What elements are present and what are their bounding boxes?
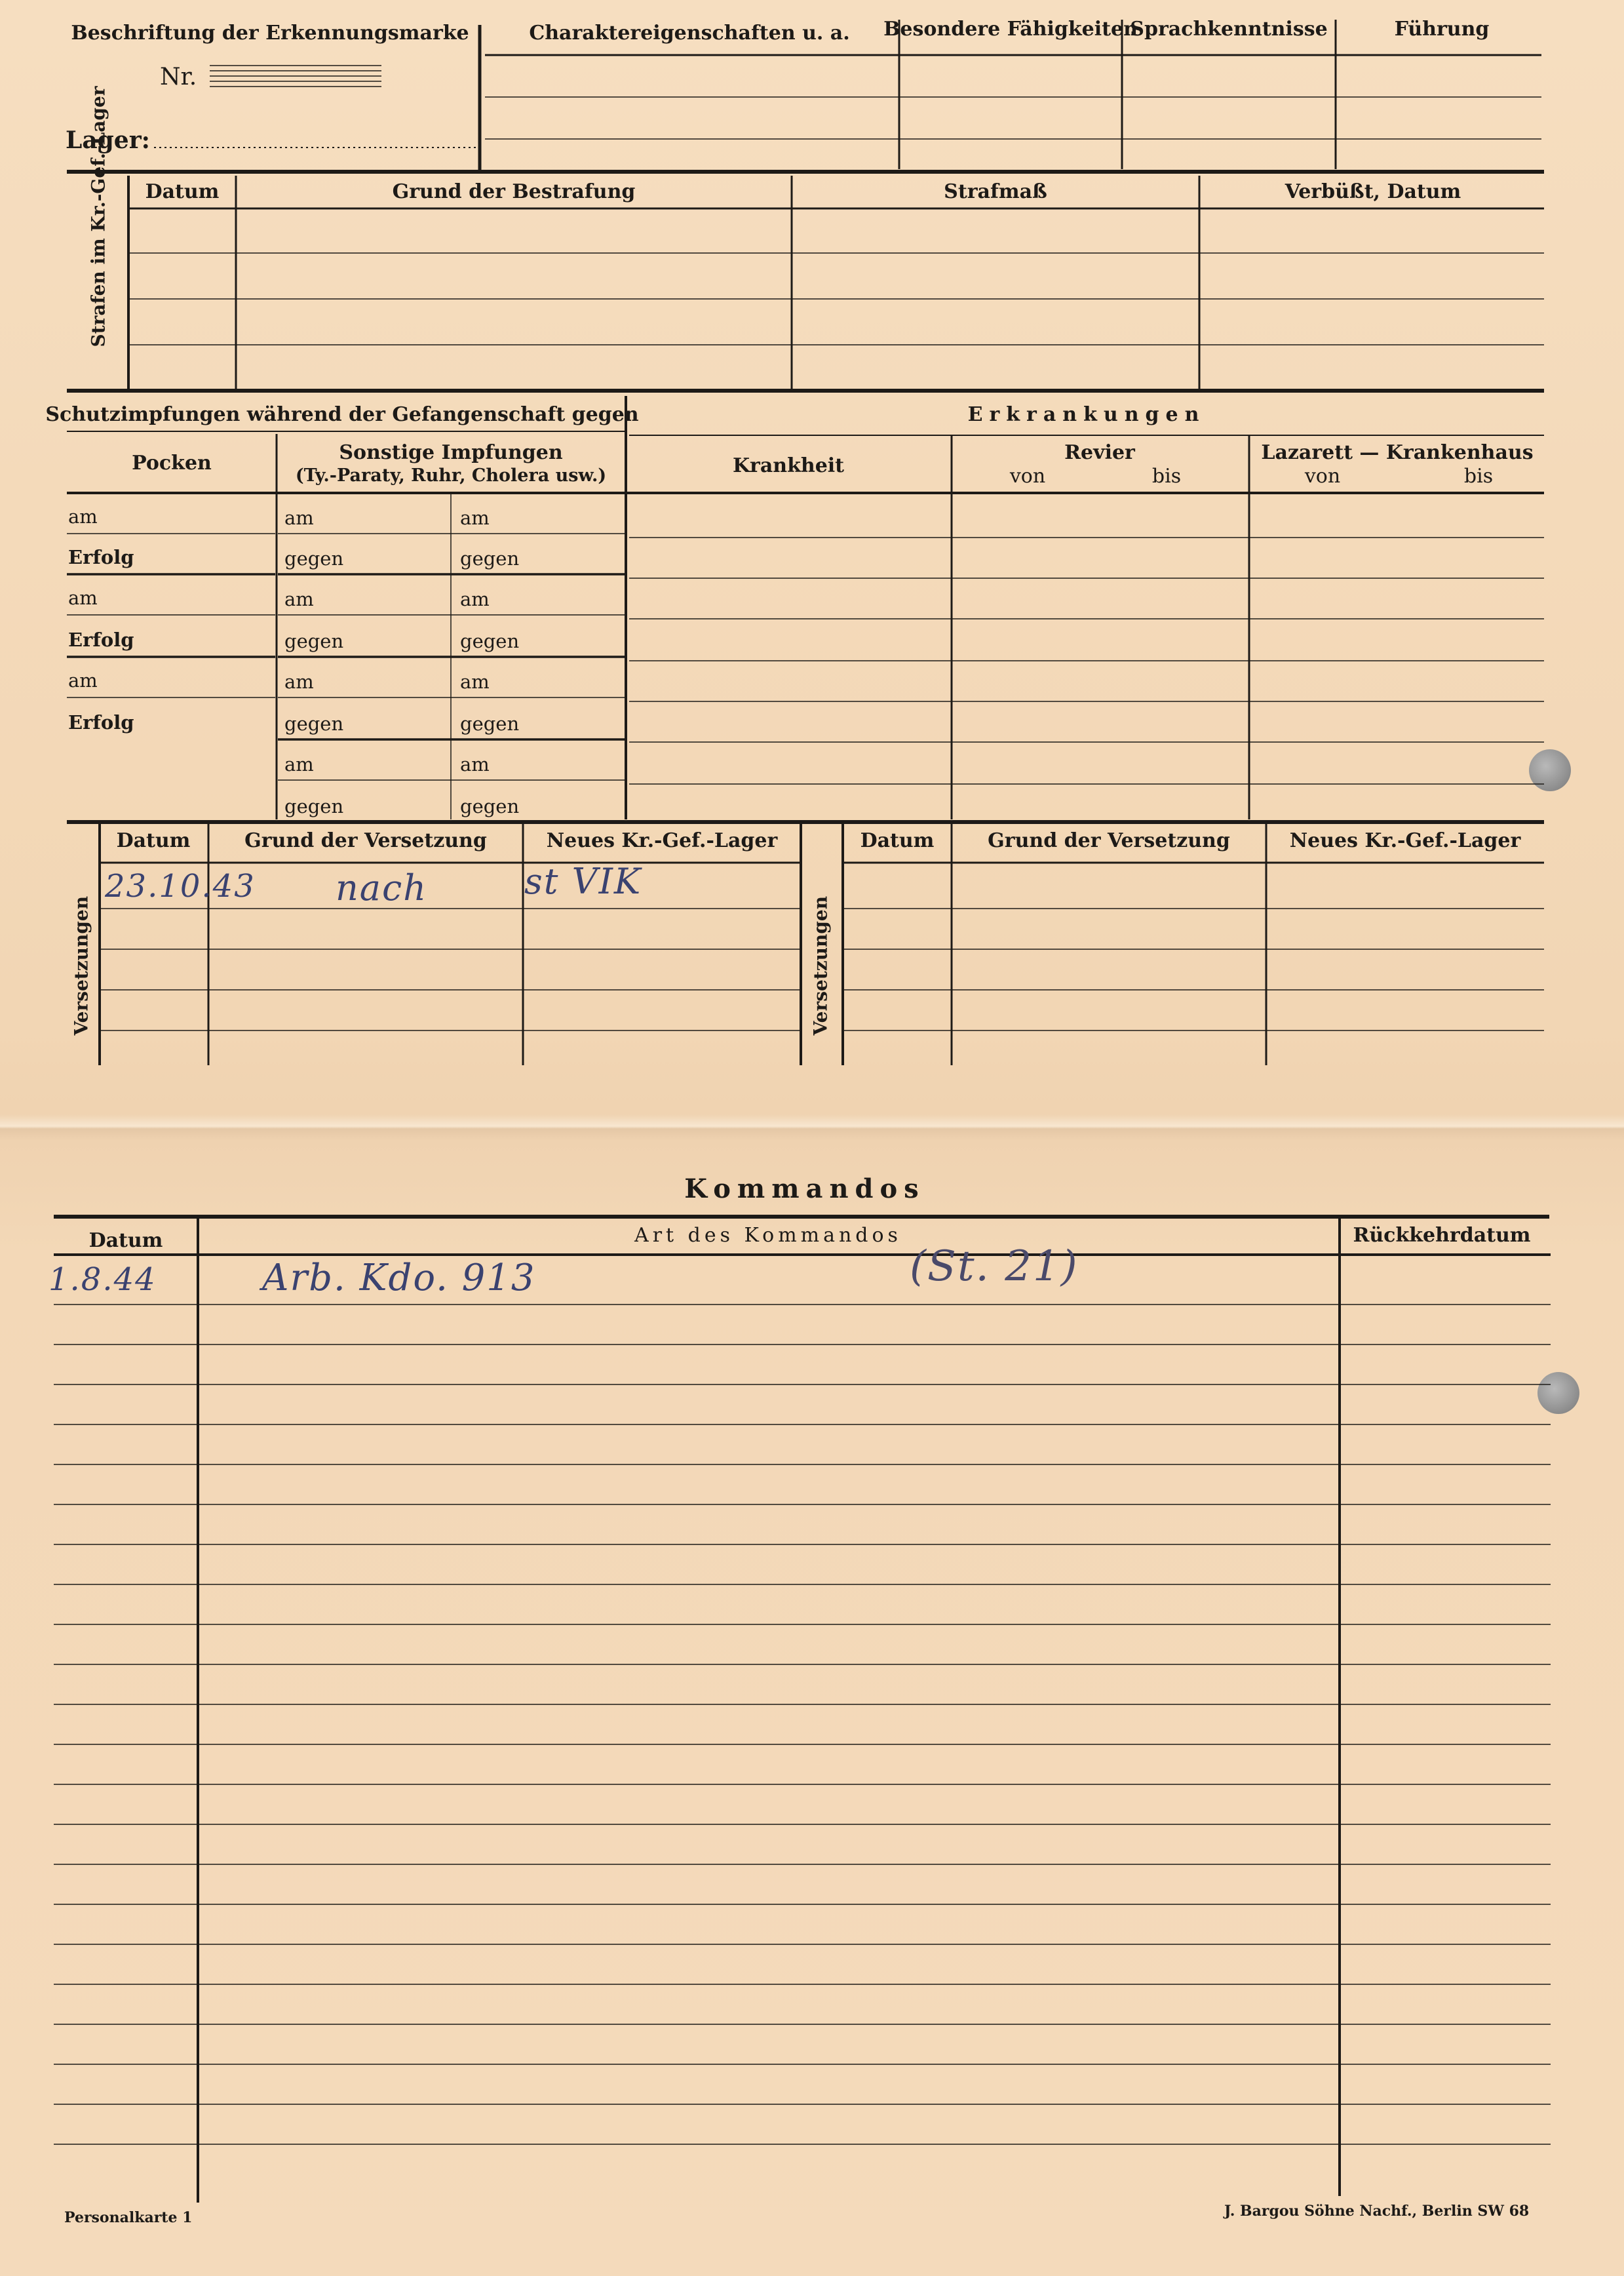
versetzung-right-col-lager: Neues Kr.-Gef.-Lager bbox=[1289, 829, 1521, 852]
versetzungen-side-label-left: Versetzungen bbox=[70, 895, 92, 1036]
sonstige-b-gegen-3: gegen bbox=[460, 713, 520, 735]
pocken-erfolg-2: Erfolg bbox=[68, 629, 134, 651]
kommandos-col-art: Art des Kommandos bbox=[634, 1224, 902, 1247]
sonstige-b-am-2: am bbox=[460, 588, 490, 610]
sonstige-a-am-2: am bbox=[284, 588, 314, 610]
sonstige-a-gegen-4: gegen bbox=[284, 795, 344, 817]
pocken-erfolg-1: Erfolg bbox=[68, 546, 134, 568]
krankheit-header: Krankheit bbox=[732, 454, 845, 477]
sonstige-a-gegen-2: gegen bbox=[284, 630, 344, 652]
versetzungen-side-label-right: Versetzungen bbox=[809, 895, 832, 1036]
strafen-side-label: Strafen im Kr.-Gef.-Lager bbox=[87, 86, 109, 347]
lazarett-header: Lazarett — Krankenhaus bbox=[1261, 441, 1534, 464]
sonstige-a-am-1: am bbox=[284, 507, 314, 529]
nr-label: Nr. bbox=[160, 64, 197, 90]
erkrankungen-title: Erkrankungen bbox=[967, 403, 1206, 426]
versetzung-left-col-datum: Datum bbox=[116, 829, 191, 852]
revier-header: Revier bbox=[1064, 441, 1135, 464]
sonstige-a-gegen-3: gegen bbox=[284, 713, 344, 735]
strafen-col-strafmass: Strafmaß bbox=[944, 180, 1047, 203]
lager-label: Lager: bbox=[66, 127, 150, 154]
sonstige-b-gegen-4: gegen bbox=[460, 795, 520, 817]
footer-printer: J. Bargou Söhne Nachf., Berlin SW 68 bbox=[1224, 2203, 1530, 2220]
versetzung-left-col-grund: Grund der Versetzung bbox=[244, 829, 487, 852]
impfungen-title: Schutzimpfungen während der Gefangenschaft gegen bbox=[45, 403, 639, 426]
lazarett-bis: bis bbox=[1463, 465, 1494, 488]
sonstige-header: Sonstige Impfungen bbox=[339, 441, 563, 464]
pocken-am-1: am bbox=[68, 505, 98, 528]
sonstige-subheader: (Ty.-Paraty, Ruhr, Cholera usw.) bbox=[295, 465, 607, 486]
sonstige-b-gegen-1: gegen bbox=[460, 547, 520, 570]
versetzung-right-col-datum: Datum bbox=[860, 829, 935, 852]
strafen-col-verbuesst: Verbüßt, Datum bbox=[1285, 180, 1461, 203]
versetzung-entry-lager: st VIK bbox=[524, 861, 642, 902]
sonstige-b-am-4: am bbox=[460, 753, 490, 775]
sonstige-b-am-3: am bbox=[460, 671, 490, 693]
pocken-header: Pocken bbox=[132, 452, 212, 475]
versetzung-left-col-lager: Neues Kr.-Gef.-Lager bbox=[546, 829, 778, 852]
sonstige-a-am-4: am bbox=[284, 753, 314, 775]
kommando-entry-art: Arb. Kdo. 913 bbox=[262, 1257, 536, 1299]
versetzung-entry-datum: 23.10.43 bbox=[105, 868, 256, 905]
kommando-entry-note: (St. 21) bbox=[910, 1242, 1079, 1291]
kommandos-col-datum: Datum bbox=[88, 1229, 163, 1252]
pocken-erfolg-3: Erfolg bbox=[68, 711, 134, 734]
kommandos-title: Kommandos bbox=[684, 1173, 925, 1204]
kommandos-col-rueckkehr: Rückkehrdatum bbox=[1353, 1224, 1531, 1247]
revier-bis: bis bbox=[1151, 465, 1182, 488]
fuehrung-header: Führung bbox=[1394, 18, 1490, 41]
kommando-entry-datum: 1.8.44 bbox=[48, 1261, 157, 1298]
faehigkeiten-header: Besondere Fähigkeiten bbox=[883, 18, 1138, 41]
lazarett-von: von bbox=[1304, 465, 1341, 488]
sprachkenntnisse-header: Sprachkenntnisse bbox=[1130, 18, 1328, 41]
strafen-col-datum: Datum bbox=[145, 180, 220, 203]
sonstige-a-am-3: am bbox=[284, 671, 314, 693]
versetzung-right-col-grund: Grund der Versetzung bbox=[988, 829, 1230, 852]
beschriftung-label: Beschriftung der Erkennungsmarke bbox=[71, 22, 469, 45]
sonstige-b-gegen-2: gegen bbox=[460, 630, 520, 652]
charakter-header: Charaktereigenschaften u. a. bbox=[529, 22, 850, 45]
strafen-col-grund: Grund der Bestrafung bbox=[392, 180, 636, 203]
sonstige-a-gegen-1: gegen bbox=[284, 547, 344, 570]
versetzung-entry-grund: nach bbox=[336, 867, 427, 909]
pocken-am-3: am bbox=[68, 669, 98, 692]
revier-von: von bbox=[1009, 465, 1046, 488]
footer-personalkarte: Personalkarte 1 bbox=[64, 2209, 193, 2226]
pocken-am-2: am bbox=[68, 587, 98, 609]
sonstige-b-am-1: am bbox=[460, 507, 490, 529]
